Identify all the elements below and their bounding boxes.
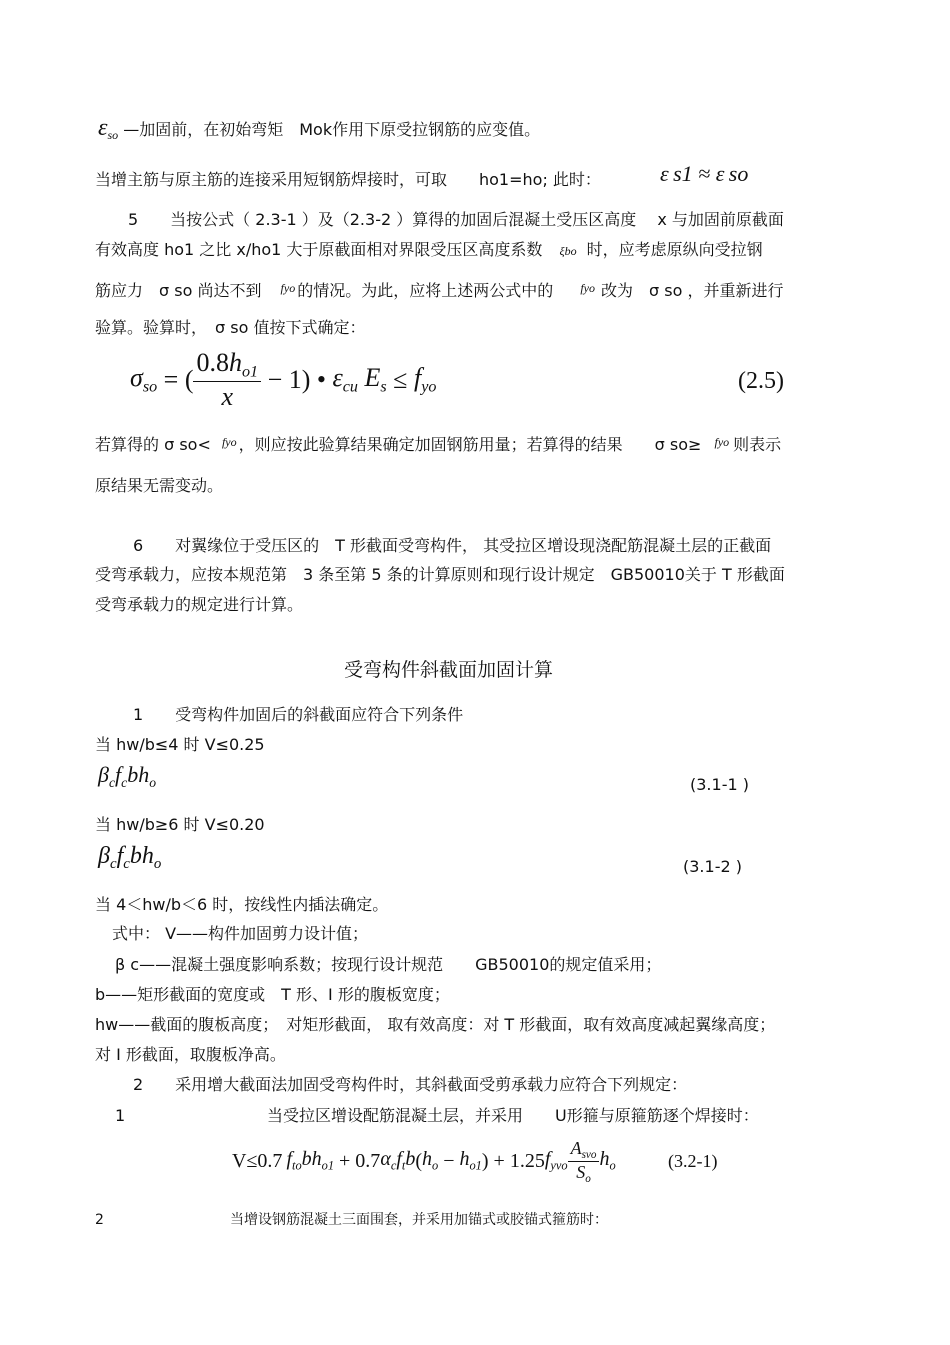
beta-fc-bh-formula-1: $\beta_cf_cbh_o$ xyxy=(98,762,157,790)
section-title: 受弯构件斜截面加固计算 xyxy=(344,659,554,681)
item5-line3-text-a: 筋应力 σ so 尚达不到 xyxy=(95,281,262,300)
eps-so-definition xyxy=(98,115,541,145)
sec-line3: 当 hw/b≥6 时 V≤0.20 xyxy=(95,815,265,834)
item5b-text-c: 则表示 xyxy=(733,435,782,454)
item5b-line2: 原结果无需变动。 xyxy=(95,476,224,495)
fyo-symbol-1: fyo xyxy=(280,281,296,295)
item6-line2: 受弯承载力，应按本规范第 3 条至第 5 条的计算原则和现行设计规定 GB50010关于 T 形截面 xyxy=(95,565,785,584)
item5b-line1 xyxy=(95,432,781,455)
item5-line3-text-b: 的情况。为此，应将上述两公式中的 xyxy=(297,281,554,300)
item5-line2-text-a: 有效高度 ho1 之比 x/ho1 大于原截面相对界限受压区高度系数 xyxy=(95,240,543,259)
item5b-text-a: 若算得的 σ so< xyxy=(95,435,211,454)
item5-line1: 5 当按公式（ 2.3-1 ）及（2.3-2 ）算得的加固后混凝土受压区高度 x 与加固前原截面 xyxy=(128,210,784,229)
fyo-symbol-4: fyo xyxy=(714,435,730,449)
sec-line12: 当增设钢筋混凝土三面围套，并采用加锚式或胶锚式箍筋时： xyxy=(230,1212,608,1228)
sec-line11: 当受拉区增设配筋混凝土层，并采用 U形箍与原箍筋逐个焊接时： xyxy=(267,1106,759,1125)
item5-line2-text-b: 时，应考虑原纵向受拉钢 xyxy=(586,240,763,259)
shear-capacity-formula: V≤0.7 $f_{to}bh_{o1}$ + 0.7 $\alpha_cf_tb$ ( $h_o$ − $h_{o1}$ ) + 1.25 $f_{yvo}$ $\frac{A_{svo}}{S_o}$ $h_o$ xyxy=(232,1137,616,1185)
sec-line8: hw——截面的腹板高度； 对矩形截面， 取有效高度：对 T 形截面，取有效高度减起翼缘高度； xyxy=(95,1015,776,1034)
sec-line4: 当 4＜hw/b＜6 时，按线性内插法确定。 xyxy=(95,895,389,914)
eq-2-5-number: (2.5) xyxy=(738,368,784,394)
sigma-so-formula: $\sigma_{so}$ = ( $\frac{0.8h_{o1}}{x}$ − 1) • $\varepsilon_{cu}$ $E_s$ ≤ $f_{yo}$ xyxy=(130,347,437,412)
sec-line6: β c——混凝土强度影响系数；按现行设计规范 GB50010的规定值采用； xyxy=(115,955,662,974)
xi-bo-symbol: ξbo xyxy=(559,244,577,258)
beta-fc-bh-formula-2: $\beta_cf_cbh_o$ xyxy=(98,843,162,873)
eps-approx-formula: ε s1 ≈ ε so xyxy=(660,161,749,186)
weld-condition-line xyxy=(95,170,601,190)
item5-line3 xyxy=(95,278,783,301)
sec-line2: 当 hw/b≤4 时 V≤0.25 xyxy=(95,735,265,754)
epsilon-symbol: ε xyxy=(98,115,108,141)
item6-line3: 受弯承载力的规定进行计算。 xyxy=(95,595,304,614)
item6-line1: 6 对翼缘位于受压区的 T 形截面受弯构件， 其受拉区增设现浇配筋混凝土层的正截面 xyxy=(133,536,772,555)
eq-3-1-1-number: (3.1-1 ) xyxy=(690,775,749,794)
eq-3-1-2-number: (3.1-2 ) xyxy=(683,857,742,876)
sec-line1: 1 受弯构件加固后的斜截面应符合下列条件 xyxy=(133,705,464,724)
sec-line9: 对 I 形截面，取腹板净高。 xyxy=(95,1045,286,1064)
sec-line12-number: 2 xyxy=(95,1212,104,1228)
weld-condition-text: 当增主筋与原主筋的连接采用短钢筋焊接时，可取 ho1=ho; 此时： xyxy=(95,170,601,189)
epsilon-subscript: so xyxy=(107,128,119,143)
eps-so-text: —加固前，在初始弯矩 Mok作用下原受拉钢筋的应变值。 xyxy=(123,120,541,139)
sec-line11-number: 1 xyxy=(115,1106,126,1125)
eq-3-2-1-number: (3.2-1) xyxy=(668,1151,718,1171)
sec-line5: 式中： V——构件加固剪力设计值； xyxy=(112,924,369,943)
sec-line7: b——矩形截面的宽度或 T 形、I 形的腹板宽度； xyxy=(95,985,450,1004)
item5b-text-b: ，则应按此验算结果确定加固钢筋用量；若算得的结果 σ so≥ xyxy=(238,435,702,454)
item5-line4: 验算。验算时， σ so 值按下式确定： xyxy=(95,318,366,337)
item5-line2 xyxy=(95,240,763,261)
sec-line10: 2 采用增大截面法加固受弯构件时，其斜截面受剪承载力应符合下列规定： xyxy=(133,1075,688,1094)
item5-line3-text-c: 改为 σ so ，并重新进行 xyxy=(601,281,784,300)
fyo-symbol-3: fyo xyxy=(221,435,237,449)
fyo-symbol-2: fyo xyxy=(580,281,595,295)
